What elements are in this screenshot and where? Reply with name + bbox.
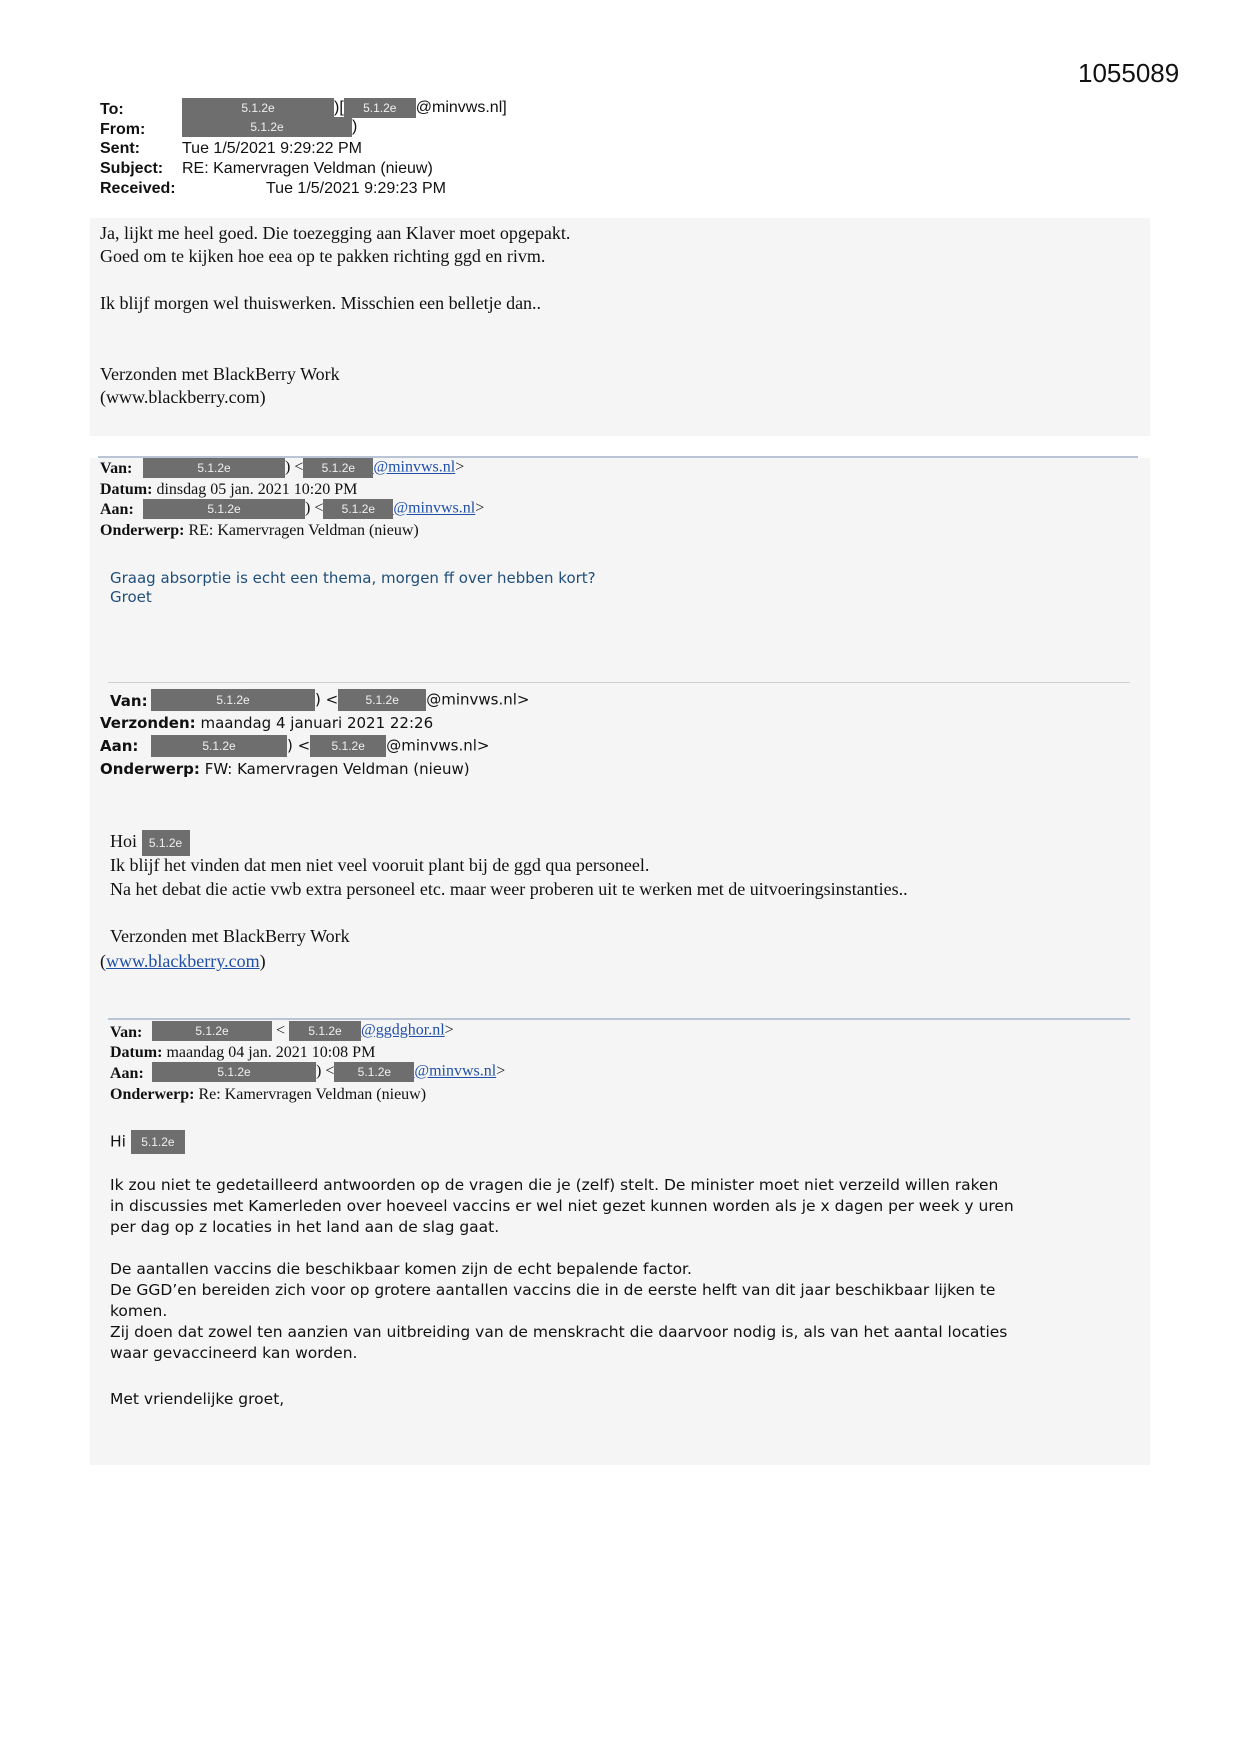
datum-label: Datum: [100, 481, 153, 498]
redaction-block: 5.1.2e [182, 98, 334, 118]
aan-separator: ) < [305, 499, 324, 517]
body-line: Goed om te kijken hoe eea op te pakken richting ggd en rivm. [100, 246, 546, 266]
redaction-block: 5.1.2e [182, 117, 352, 137]
van-domain: @minvws.nl> [426, 690, 530, 709]
verzonden-label: Verzonden: [100, 714, 196, 732]
verzonden-value: maandag 4 januari 2021 22:26 [200, 714, 434, 732]
body-line: Ik blijf het vinden dat men niet veel vooruit plant bij de ggd qua personeel. [110, 855, 650, 875]
body-line: Groet [110, 588, 152, 606]
to-label: To: [100, 101, 124, 118]
van-separator: ) < [285, 458, 304, 476]
aan-close: > [475, 499, 485, 517]
van-label: Van: [110, 1024, 143, 1041]
van-close: > [444, 1021, 454, 1039]
redaction-block: 5.1.2e [323, 499, 393, 519]
aan-separator: ) < [316, 1062, 335, 1080]
received-value: Tue 1/5/2021 9:29:23 PM [266, 180, 446, 197]
signature-paren: ( [100, 951, 106, 971]
datum-value: dinsdag 05 jan. 2021 10:20 PM [156, 481, 358, 498]
body-line: De aantallen vaccins die beschikbaar komen zijn de echt bepalende factor. [110, 1260, 692, 1278]
signature-line: Verzonden met BlackBerry Work [110, 926, 350, 946]
body-line: Ik blijf morgen wel thuiswerken. Misschien een belletje dan.. [100, 293, 542, 313]
redaction-block: 5.1.2e [151, 689, 315, 711]
datum-value: maandag 04 jan. 2021 10:08 PM [166, 1044, 376, 1061]
body-line: Graag absorptie is echt een thema, morgen ff over hebben kort? [110, 569, 596, 587]
van-email-link[interactable]: @ggdghor.nl [361, 1021, 445, 1039]
body-line: waar gevaccineerd kan worden. [110, 1344, 358, 1362]
body-line: komen. [110, 1302, 168, 1320]
closing-line: Met vriendelijke groet, [110, 1390, 285, 1408]
document-number: 1055089 [1078, 58, 1180, 88]
to-separator: )[ [334, 99, 344, 117]
body-line: in discussies met Kamerleden over hoeveel vaccins er wel niet gezet kunnen worden als je x dagen per week y uren [110, 1197, 1014, 1215]
aan-close: > [496, 1062, 506, 1080]
redaction-block: 5.1.2e [289, 1021, 361, 1041]
blackberry-link[interactable]: www.blackberry.com [106, 951, 260, 971]
body-line: Ik zou niet te gedetailleerd antwoorden op de vragen die je (zelf) stelt. De minister moet niet verzeild willen raken [110, 1176, 999, 1194]
aan-email-link[interactable]: @minvws.nl [393, 499, 476, 517]
body-line: Ja, lijkt me heel goed. Die toezegging aan Klaver moet opgepakt. [100, 223, 571, 243]
separator-line [108, 1018, 1130, 1020]
from-label: From: [100, 121, 146, 138]
onderwerp-value: FW: Kamervragen Veldman (nieuw) [204, 760, 470, 778]
aan-label: Aan: [110, 1065, 144, 1082]
van-label: Van: [110, 692, 148, 710]
redaction-block: 5.1.2e [143, 499, 305, 519]
subject-value: RE: Kamervragen Veldman (nieuw) [182, 160, 433, 177]
received-label: Received: [100, 180, 176, 197]
onderwerp-label: Onderwerp: [100, 522, 185, 539]
redaction-block: 5.1.2e [310, 735, 386, 757]
aan-label: Aan: [100, 737, 139, 755]
redaction-block: 5.1.2e [334, 1062, 414, 1082]
aan-domain: @minvws.nl> [386, 736, 490, 755]
signature-paren: ) [259, 951, 266, 971]
onderwerp-value: Re: Kamervragen Veldman (nieuw) [198, 1086, 427, 1103]
signature-line: Verzonden met BlackBerry Work [100, 364, 340, 384]
datum-label: Datum: [110, 1044, 163, 1061]
van-email-link[interactable]: @minvws.nl [373, 458, 456, 476]
onderwerp-label: Onderwerp: [100, 760, 200, 778]
signature-line: (www.blackberry.com) [100, 387, 266, 407]
subject-label: Subject: [100, 160, 164, 177]
van-separator: ) < [315, 690, 339, 709]
body-line: per dag op z locaties in het land aan de slag gaat. [110, 1218, 500, 1236]
redaction-block: 5.1.2e [142, 830, 190, 856]
onderwerp-value: RE: Kamervragen Veldman (nieuw) [188, 522, 419, 539]
to-domain: @minvws.nl] [415, 99, 507, 117]
redaction-block: 5.1.2e [344, 98, 416, 118]
van-close: > [455, 458, 465, 476]
redaction-block: 5.1.2e [303, 458, 373, 478]
body-line: Na het debat die actie vwb extra personeel etc. maar weer proberen uit te werken met de uitvoeringsinstanties.. [110, 879, 908, 899]
body-line: De GGD’en bereiden zich voor op grotere aantallen vaccins die in de eerste helft van dit jaar beschikbaar lijken te [110, 1281, 996, 1299]
van-separator: < [276, 1021, 286, 1039]
aan-label: Aan: [100, 501, 134, 518]
redaction-block: 5.1.2e [131, 1130, 185, 1154]
sent-label: Sent: [100, 140, 140, 157]
redaction-block: 5.1.2e [151, 735, 287, 757]
redaction-block: 5.1.2e [152, 1021, 272, 1041]
from-close: ) [352, 118, 358, 136]
aan-email-link[interactable]: @minvws.nl [414, 1062, 497, 1080]
greeting: Hi [110, 1132, 126, 1151]
onderwerp-label: Onderwerp: [110, 1086, 195, 1103]
van-label: Van: [100, 460, 133, 477]
redaction-block: 5.1.2e [152, 1062, 316, 1082]
greeting: Hoi [110, 831, 137, 852]
separator-line [108, 682, 1130, 683]
sent-value: Tue 1/5/2021 9:29:22 PM [182, 140, 362, 157]
body-line: Zij doen dat zowel ten aanzien van uitbreiding van de menskracht die daarvoor nodig is, als van het aantal locaties [110, 1323, 1008, 1341]
redaction-block: 5.1.2e [143, 458, 285, 478]
redaction-block: 5.1.2e [338, 689, 426, 711]
aan-separator: ) < [287, 736, 311, 755]
